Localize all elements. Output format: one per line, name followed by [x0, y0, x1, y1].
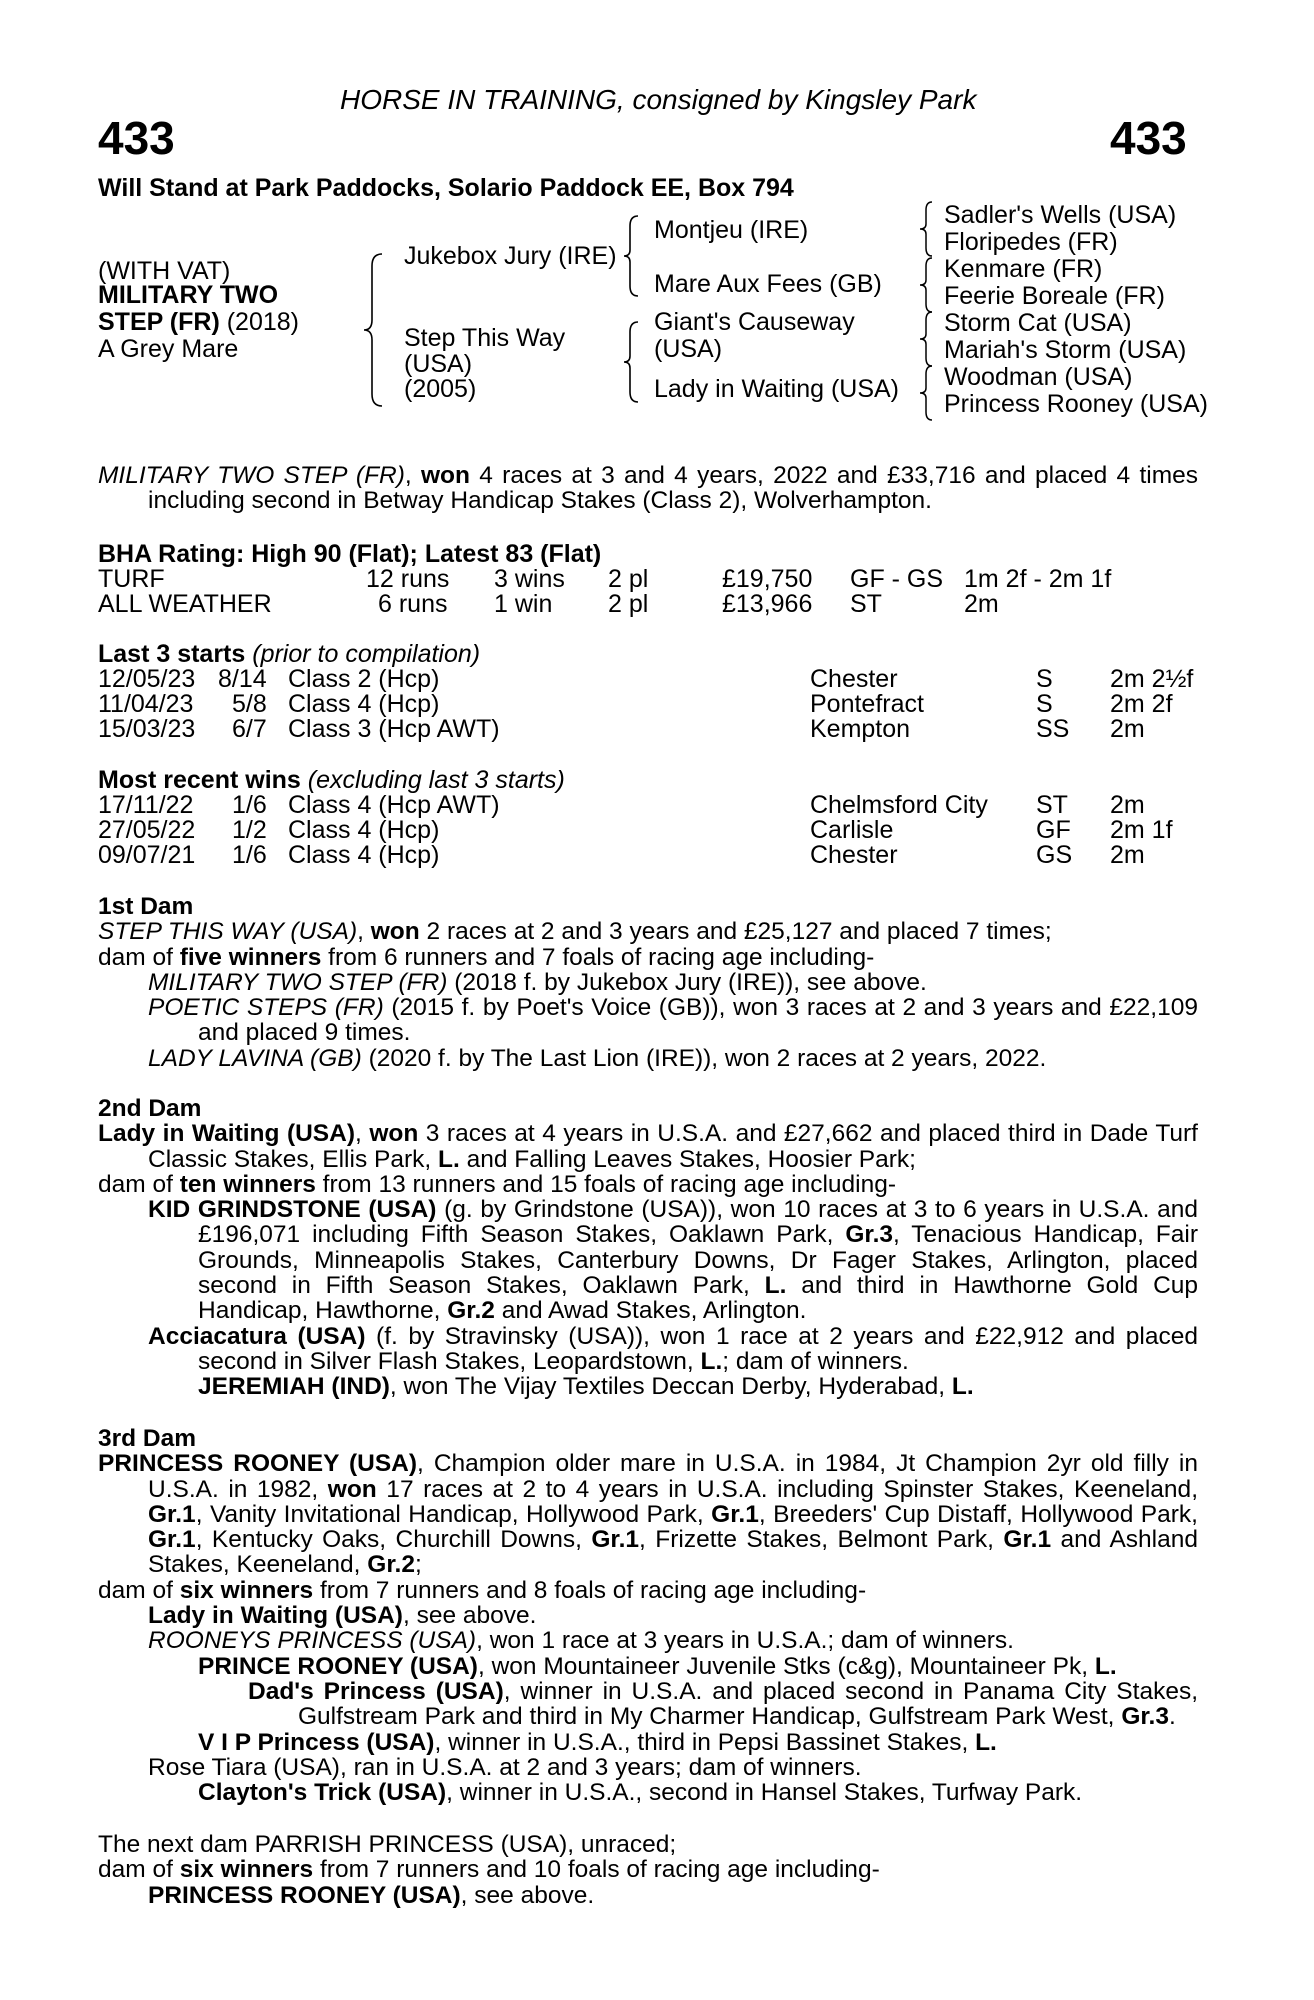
last3-heading: [98, 642, 480, 667]
pedigree-bracket-ss: [918, 200, 940, 258]
rating-distance: 1m 2f - 2m 1f: [964, 565, 1112, 593]
pedigree-sire: Jukebox Jury (IRE): [404, 242, 617, 270]
separator: ,: [355, 1120, 370, 1148]
third-dam-record: , Frizette Stakes, Belmont Park,: [639, 1526, 1004, 1554]
recent-win-row: [98, 843, 1198, 868]
progeny-text: , see above.: [402, 1602, 537, 1630]
run-course: Pontefract: [810, 690, 924, 718]
progeny-text: , winner in U.S.A., second in Hansel Stakes, Turfway Park.: [446, 1779, 1083, 1807]
progeny-name: MILITARY TWO STEP (FR): [148, 968, 448, 996]
run-date: 09/07/21: [98, 841, 196, 869]
run-date: 27/05/22: [98, 816, 196, 844]
grade-label: Gr.1: [148, 1526, 196, 1554]
grade-label: Gr.2: [367, 1551, 415, 1579]
summary-horse-name: MILITARY TWO STEP (FR): [98, 462, 405, 489]
progeny-name: Acciacatura (USA): [148, 1322, 366, 1350]
third-dam-name: PRINCESS ROONEY (USA): [98, 1450, 418, 1478]
dam-of-prefix: dam of: [98, 943, 180, 971]
third-dam-record: , Vanity Invitational Handicap, Hollywood Park,: [195, 1500, 712, 1528]
rating-placed: 2 pl: [608, 590, 649, 618]
second-dam-record-end: and Falling Leaves Stakes, Hoosier Park;: [459, 1145, 916, 1173]
grand-progeny-name: Dad's Princess (USA): [248, 1677, 504, 1705]
run-course: Chelmsford City: [810, 791, 988, 819]
pedigree-dam-dam: Lady in Waiting (USA): [654, 375, 899, 403]
rating-distance: 2m: [964, 590, 999, 618]
progeny-text: (2015 f. by Poet's Voice (GB)), won 3 races at 2 and 3 years and £22,109 and placed 9 times.: [198, 994, 1198, 1047]
pedigree-bracket-ds: [918, 310, 940, 368]
grand-progeny-name: Clayton's Trick (USA): [198, 1779, 447, 1807]
listed-label: L.: [975, 1728, 997, 1756]
won-label: won: [370, 918, 420, 946]
pedigree-dss: Storm Cat (USA): [944, 309, 1132, 337]
third-dam-record: 17 races at 2 to 4 years in U.S.A. including Spinster Stakes, Keeneland,: [376, 1475, 1198, 1503]
won-label: won: [327, 1475, 377, 1503]
pedigree-bracket-dam: [622, 320, 646, 404]
run-distance: 2m 2½f: [1110, 665, 1194, 693]
dam-of-winners: six winners: [179, 1576, 314, 1604]
last3-row: [98, 667, 1198, 692]
pedigree-ddd: Princess Rooney (USA): [944, 390, 1208, 418]
grade-label: Gr.1: [148, 1500, 196, 1528]
pedigree-sdd: Feerie Boreale (FR): [944, 282, 1165, 310]
page-header-title: HORSE IN TRAINING, consigned by Kingsley Park: [340, 84, 977, 115]
run-course: Carlisle: [810, 816, 894, 844]
progeny-text: , see above.: [460, 1881, 595, 1909]
rating-runs: 6 runs: [378, 590, 448, 618]
progeny-name: JEREMIAH (IND): [198, 1373, 390, 1401]
recent-wins-label: Most recent wins: [98, 766, 301, 794]
progeny-text: ; dam of winners.: [722, 1347, 909, 1375]
progeny-name: LADY LAVINA (GB): [148, 1044, 362, 1072]
rating-going: GF - GS: [850, 565, 944, 593]
progeny-text: , won Mountaineer Juvenile Stks (c&g), Mountaineer Pk,: [477, 1652, 1095, 1680]
run-going: ST: [1036, 791, 1068, 819]
pedigree-dam-line1: Step This Way: [404, 324, 566, 352]
progeny-text: , Tenacious Handicap, Fair Grounds, Minneapolis Stakes, Canterbury Downs, Dr Fager Stakes, Arlington, placed second in Fifth Season Stakes, Oaklawn Park,: [198, 1221, 1198, 1300]
rating-going: ST: [850, 590, 882, 618]
run-distance: 2m 2f: [1110, 690, 1173, 718]
recent-wins-note: (excluding last 3 starts): [300, 766, 565, 794]
run-going: SS: [1036, 715, 1070, 743]
listed-label: L.: [700, 1347, 723, 1375]
won-label: won: [369, 1120, 419, 1148]
first-dam-heading: 1st Dam: [98, 893, 194, 920]
run-position: 5/8: [232, 690, 267, 718]
pedigree-sire-dam: Mare Aux Fees (GB): [654, 270, 882, 298]
pedigree-dsd: Mariah's Storm (USA): [944, 336, 1187, 364]
pedigree-bracket-sire: [622, 214, 646, 298]
pedigree-ssd: Floripedes (FR): [944, 228, 1118, 256]
last3-heading-label: Last 3 starts: [98, 640, 246, 668]
second-dam-name: Lady in Waiting (USA): [98, 1120, 356, 1148]
vat-note: (WITH VAT): [98, 257, 231, 285]
dam-of-winners: ten winners: [179, 1170, 316, 1198]
bha-rating-heading: BHA Rating: High 90 (Flat); Latest 83 (Flat): [98, 540, 602, 568]
next-dam-text: The next dam PARRISH PRINCESS (USA), unraced;: [98, 1831, 677, 1858]
race-summary: MILITARY TWO STEP (FR), won 4 races at 3 and 4 years, 2022 and £33,716 and placed 4 times including second in Betway Handicap Stakes (Class 2), Wolverhampton.: [98, 462, 1198, 515]
lot-number-left: 433: [98, 112, 175, 164]
horse-name-suffix: STEP (FR): [98, 308, 220, 336]
grade-label: Gr.3: [1121, 1703, 1169, 1731]
recent-win-row: [98, 793, 1198, 818]
rating-runs: 12 runs: [366, 565, 450, 593]
grade-label: Gr.2: [447, 1297, 495, 1325]
first-dam-name: STEP THIS WAY (USA): [98, 918, 358, 946]
run-distance: 2m: [1110, 841, 1145, 869]
progeny-name: Lady in Waiting (USA): [148, 1602, 403, 1630]
second-dam-heading: 2nd Dam: [98, 1095, 202, 1122]
run-date: 15/03/23: [98, 715, 196, 743]
summary-text: 4 races at 3 and 4 years, 2022 and £33,716 and placed 4 times including second in Betway Handicap Stakes (Class 2), Wolverhampton.: [148, 462, 1198, 515]
pedigree-dds: Woodman (USA): [944, 363, 1133, 391]
progeny-text: , winner in U.S.A. and placed second in Panama City Stakes, Gulfstream Park and third in My Charmer Handicap, Gulfstream Park West,: [298, 1677, 1199, 1731]
horse-name-line2: [98, 310, 299, 335]
rating-placed: 2 pl: [608, 565, 649, 593]
progeny-name: KID GRINDSTONE (USA): [148, 1196, 437, 1224]
third-dam-record: , Kentucky Oaks, Churchill Downs,: [195, 1526, 592, 1554]
run-date: 12/05/23: [98, 665, 196, 693]
rating-row-turf: [98, 567, 1198, 592]
dam-of-winners: six winners: [179, 1856, 314, 1884]
dam-of-prefix: dam of: [98, 1576, 180, 1604]
second-dam-section: [98, 1096, 1198, 1400]
last3-row: [98, 692, 1198, 717]
dam-of-suffix: from 13 runners and 15 foals of racing age including-: [315, 1170, 897, 1198]
progeny-text: Rose Tiara (USA), ran in U.S.A. at 2 and 3 years; dam of winners.: [148, 1753, 862, 1781]
pedigree-sds: Kenmare (FR): [944, 255, 1103, 283]
progeny-text: , winner in U.S.A., third in Pepsi Bassinet Stakes,: [434, 1728, 976, 1756]
run-position: 8/14: [218, 665, 267, 693]
progeny-name: POETIC STEPS (FR): [148, 994, 384, 1022]
grade-label: Gr.1: [711, 1500, 759, 1528]
progeny-text: and third in Hawthorne Gold Cup Handicap, Hawthorne,: [198, 1272, 1199, 1325]
listed-label: L.: [764, 1272, 787, 1300]
progeny-text: (g. by Grindstone (USA)), won 10 races at 3 to 6 years in U.S.A. and £196,071 including Fifth Season Stakes, Oaklawn Park,: [198, 1196, 1198, 1249]
run-position: 6/7: [232, 715, 267, 743]
dam-of-suffix: from 6 runners and 7 foals of racing age including-: [321, 943, 875, 971]
pedigree-sss: Sadler's Wells (USA): [944, 201, 1177, 229]
pedigree-bracket-gen1: [362, 252, 392, 408]
run-class: Class 4 (Hcp): [288, 841, 440, 869]
stand-location: Will Stand at Park Paddocks, Solario Paddock EE, Box 794: [98, 174, 794, 202]
grand-progeny-name: V I P Princess (USA): [198, 1728, 435, 1756]
third-dam-record: , Breeders' Cup Distaff, Hollywood Park,: [758, 1500, 1198, 1528]
rating-wins: 1 win: [494, 590, 553, 618]
run-position: 1/6: [232, 791, 267, 819]
progeny-text: (2018 f. by Jukebox Jury (IRE)), see above.: [447, 968, 927, 996]
progeny-name: ROONEYS PRINCESS (USA): [148, 1627, 477, 1655]
dam-of-suffix: from 7 runners and 10 foals of racing age including-: [313, 1856, 880, 1884]
horse-name-line1: MILITARY TWO: [98, 281, 279, 309]
dam-of-winners: five winners: [179, 943, 322, 971]
grade-label: Gr.3: [845, 1221, 894, 1249]
summary-won: won: [420, 462, 470, 489]
rating-money: £13,966: [722, 590, 813, 618]
pedigree-dam-line2: (USA): [404, 350, 473, 378]
dam-of-suffix: from 7 runners and 8 foals of racing age including-: [313, 1576, 867, 1604]
run-going: GF: [1036, 816, 1071, 844]
next-dam-section: [98, 1832, 1198, 1908]
run-date: 17/11/22: [98, 791, 194, 819]
recent-wins-heading: [98, 768, 565, 793]
run-position: 1/2: [232, 816, 267, 844]
pedigree-dam-line3: (2005): [404, 375, 477, 403]
progeny-text: .: [1169, 1703, 1176, 1731]
third-dam-section: [98, 1426, 1198, 1805]
rating-row-all-weather: [98, 592, 1198, 617]
third-dam-heading: 3rd Dam: [98, 1425, 197, 1452]
run-date: 11/04/23: [98, 690, 194, 718]
third-dam-record: ;: [414, 1551, 422, 1579]
third-dam-record: , Champion older mare in U.S.A. in 1984, Jt Champion 2yr old filly in U.S.A. in 1982,: [148, 1450, 1198, 1503]
progeny-name: PRINCESS ROONEY (USA): [148, 1881, 461, 1909]
run-class: Class 2 (Hcp): [288, 665, 440, 693]
rating-money: £19,750: [722, 565, 813, 593]
run-position: 1/6: [232, 841, 267, 869]
run-distance: 2m: [1110, 715, 1145, 743]
rating-wins: 3 wins: [494, 565, 565, 593]
run-distance: 2m: [1110, 791, 1145, 819]
horse-year: (2018): [219, 308, 299, 336]
run-course: Chester: [810, 665, 898, 693]
pedigree-dam-sire-line1: Giant's Causeway: [654, 308, 855, 336]
dam-of-prefix: dam of: [98, 1170, 180, 1198]
last3-row: [98, 717, 1198, 742]
run-distance: 2m 1f: [1110, 816, 1173, 844]
progeny-text: (f. by Stravinsky (USA)), won 1 race at 2 years and £22,912 and placed second in Silver Flash Stakes, Leopardstown,: [198, 1322, 1198, 1375]
run-going: S: [1036, 665, 1053, 693]
first-dam-section: 1st Dam STEP THIS WAY (USA), won 2 races at 2 and 3 years and £25,127 and placed 7 times; dam of five winners from 6 runners and 7 foals of racing age including- MILITARY TWO STEP (FR) (2018 f. by Jukebox Jury (IRE)), see above. POETIC STEPS (FR) (2015 f. by Poet's Voice (GB)), won 3 races at 2 and 3 years and £22,109 and placed 9 times. LADY LAVINA (GB) (2020 f. by The Last Lion (IRE)), won 2 races at 2 years, 2022.: [98, 893, 1198, 1072]
dam-of-prefix: dam of: [98, 1856, 180, 1884]
progeny-text: (2020 f. by The Last Lion (IRE)), won 2 races at 2 years, 2022.: [361, 1044, 1047, 1072]
third-dam-record: and Ashland Stakes, Keeneland,: [148, 1526, 1198, 1579]
listed-label: L.: [1094, 1652, 1117, 1680]
recent-win-row: [98, 818, 1198, 843]
progeny-text: , won The Vijay Textiles Deccan Derby, Hyderabad,: [389, 1373, 952, 1401]
listed-label: L.: [951, 1373, 974, 1401]
second-dam-record: 3 races at 4 years in U.S.A. and £27,662 and placed third in Dade Turf Classic Stakes, Ellis Park,: [148, 1120, 1198, 1173]
rating-surface: ALL WEATHER: [98, 590, 272, 618]
rating-surface: TURF: [98, 565, 165, 593]
first-dam-record: 2 races at 2 and 3 years and £25,127 and placed 7 times;: [419, 918, 1052, 946]
grade-label: Gr.1: [591, 1526, 640, 1554]
run-course: Chester: [810, 841, 898, 869]
pedigree-sire-sire: Montjeu (IRE): [654, 216, 809, 244]
progeny-text: , won 1 race at 3 years in U.S.A.; dam of winners.: [476, 1627, 1014, 1655]
run-class: Class 3 (Hcp AWT): [288, 715, 500, 743]
last3-heading-note: (prior to compilation): [245, 640, 481, 668]
lot-number-right: 433: [1110, 112, 1187, 164]
grade-label: Gr.1: [1003, 1526, 1052, 1554]
run-class: Class 4 (Hcp): [288, 816, 440, 844]
run-going: GS: [1036, 841, 1073, 869]
run-course: Kempton: [810, 715, 911, 743]
run-going: S: [1036, 690, 1053, 718]
run-class: Class 4 (Hcp): [288, 690, 440, 718]
listed-label: L.: [438, 1145, 460, 1173]
horse-description: A Grey Mare: [98, 335, 239, 363]
grand-progeny-name: PRINCE ROONEY (USA): [198, 1652, 478, 1680]
progeny-text: and Awad Stakes, Arlington.: [494, 1297, 807, 1325]
pedigree-bracket-sd: [918, 256, 940, 314]
run-class: Class 4 (Hcp AWT): [288, 791, 500, 819]
pedigree-dam-sire-line2: (USA): [654, 335, 723, 363]
pedigree-bracket-dd: [918, 364, 940, 422]
